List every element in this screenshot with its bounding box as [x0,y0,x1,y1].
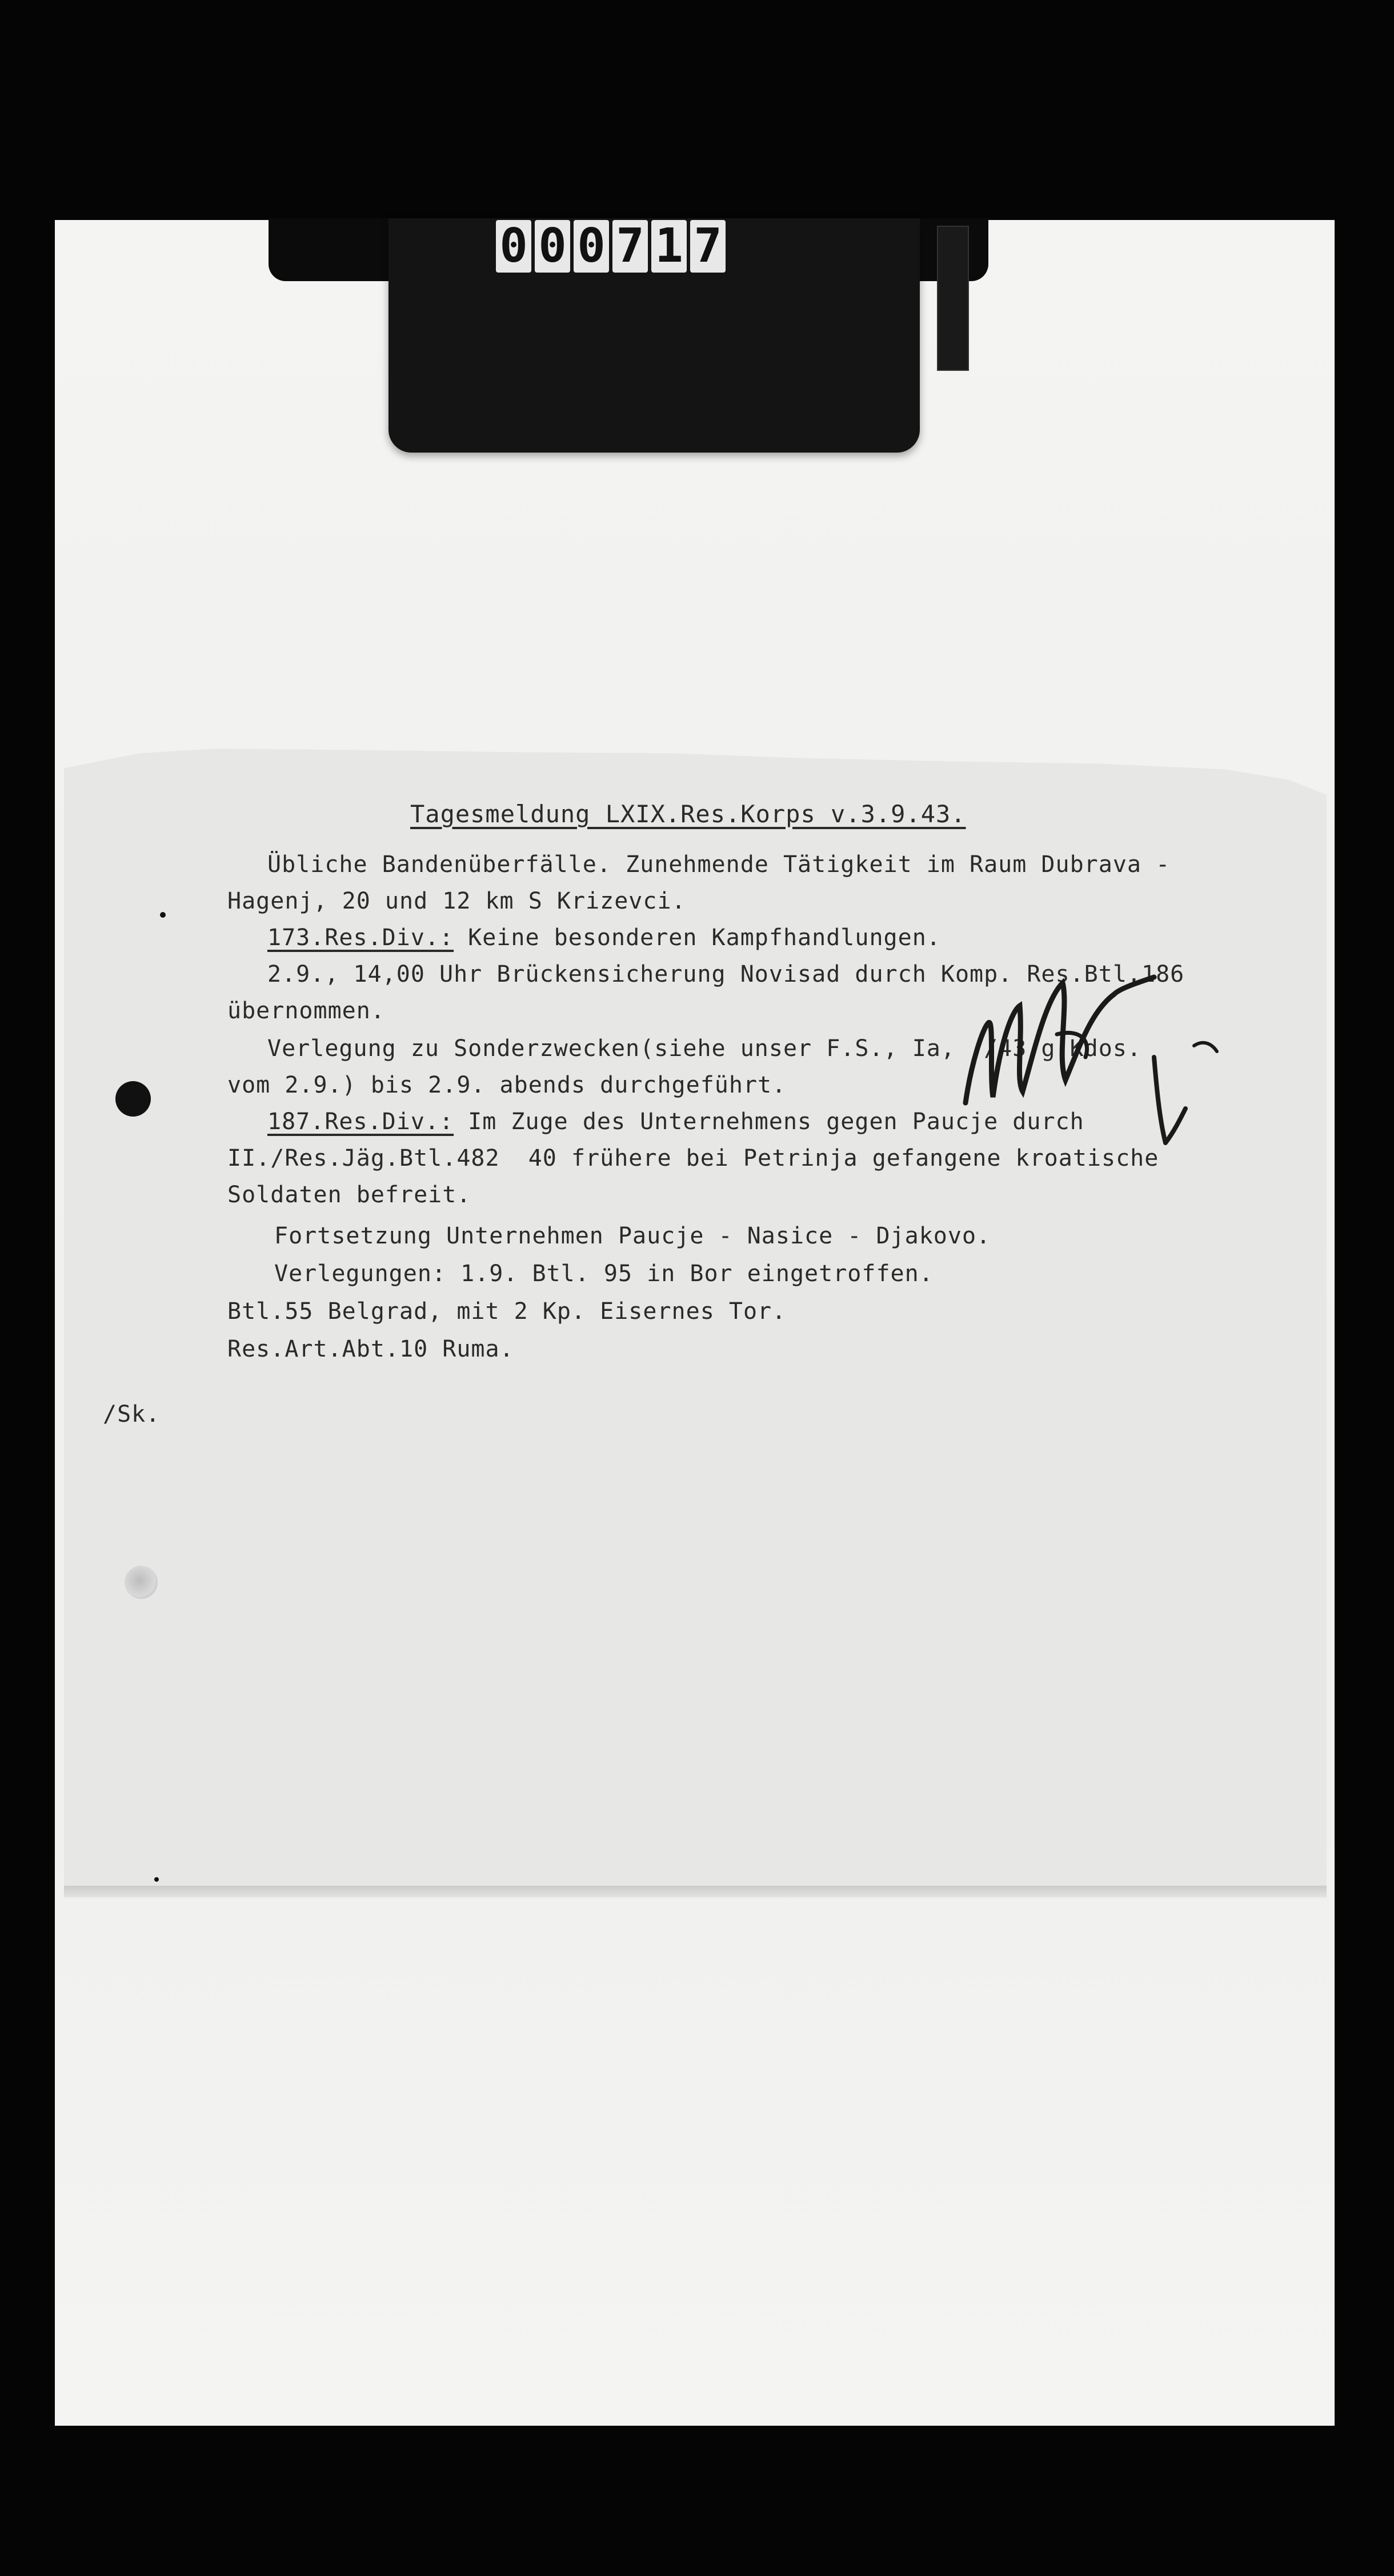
counter-digit: 7 [612,220,648,273]
report-line: Res.Art.Abt.10 Ruma. [227,1336,514,1362]
report-line: 2.9., 14,00 Uhr Brückensicherung Novisad durch Komp. Res.Btl.186 [267,961,1185,987]
dust-speck [160,912,166,918]
unit-label: 173.Res.Div.: [267,925,454,951]
report-line: vom 2.9.) bis 2.9. abends durchgeführt. [227,1072,787,1098]
report-line: Übliche Bandenüberfälle. Zunehmende Tätigkeit im Raum Dubrava - [267,851,1171,878]
frame-counter-digits [496,220,726,277]
report-title: Tagesmeldung LXIX.Res.Korps v.3.9.43. [410,800,966,828]
report-line: Btl.55 Belgrad, mit 2 Kp. Eisernes Tor. [227,1298,787,1325]
counter-digit: 0 [496,220,531,273]
punch-hole [115,1081,151,1117]
report-line: Verlegung zu Sonderzwecken(siehe unser F.S., Ia, ./43 g.Kdos. [267,1035,1142,1062]
unit-label: 187.Res.Div.: [267,1109,454,1135]
counter-digit: 1 [651,220,687,273]
counter-clip [937,226,969,371]
report-line: Hagenj, 20 und 12 km S Krizevci. [227,888,686,914]
dust-speck [154,1877,159,1882]
report-line-rest: Im Zuge des Unternehmens gegen Paucje durch [454,1109,1084,1135]
author-initials: /Sk. [103,1401,161,1427]
report-line: übernommen. [227,998,385,1024]
report-line-rest: Keine besonderen Kampfhandlungen. [454,925,941,951]
counter-digit: 7 [690,220,726,273]
report-line: Fortsetzung Unternehmen Paucje - Nasice - Djakovo. [274,1223,991,1249]
report-line: Verlegungen: 1.9. Btl. 95 in Bor eingetroffen. [274,1261,934,1287]
punch-hole [125,1566,158,1599]
counter-digit: 0 [535,220,570,273]
counter-digit: 0 [574,220,609,273]
sheet-shadow [64,1886,1327,1899]
handwritten-signature [948,960,1245,1154]
report-line [267,925,941,951]
report-line: Soldaten befreit. [227,1182,471,1208]
report-line: II./Res.Jäg.Btl.482 40 frühere bei Petrinja gefangene kroatische [227,1145,1159,1171]
